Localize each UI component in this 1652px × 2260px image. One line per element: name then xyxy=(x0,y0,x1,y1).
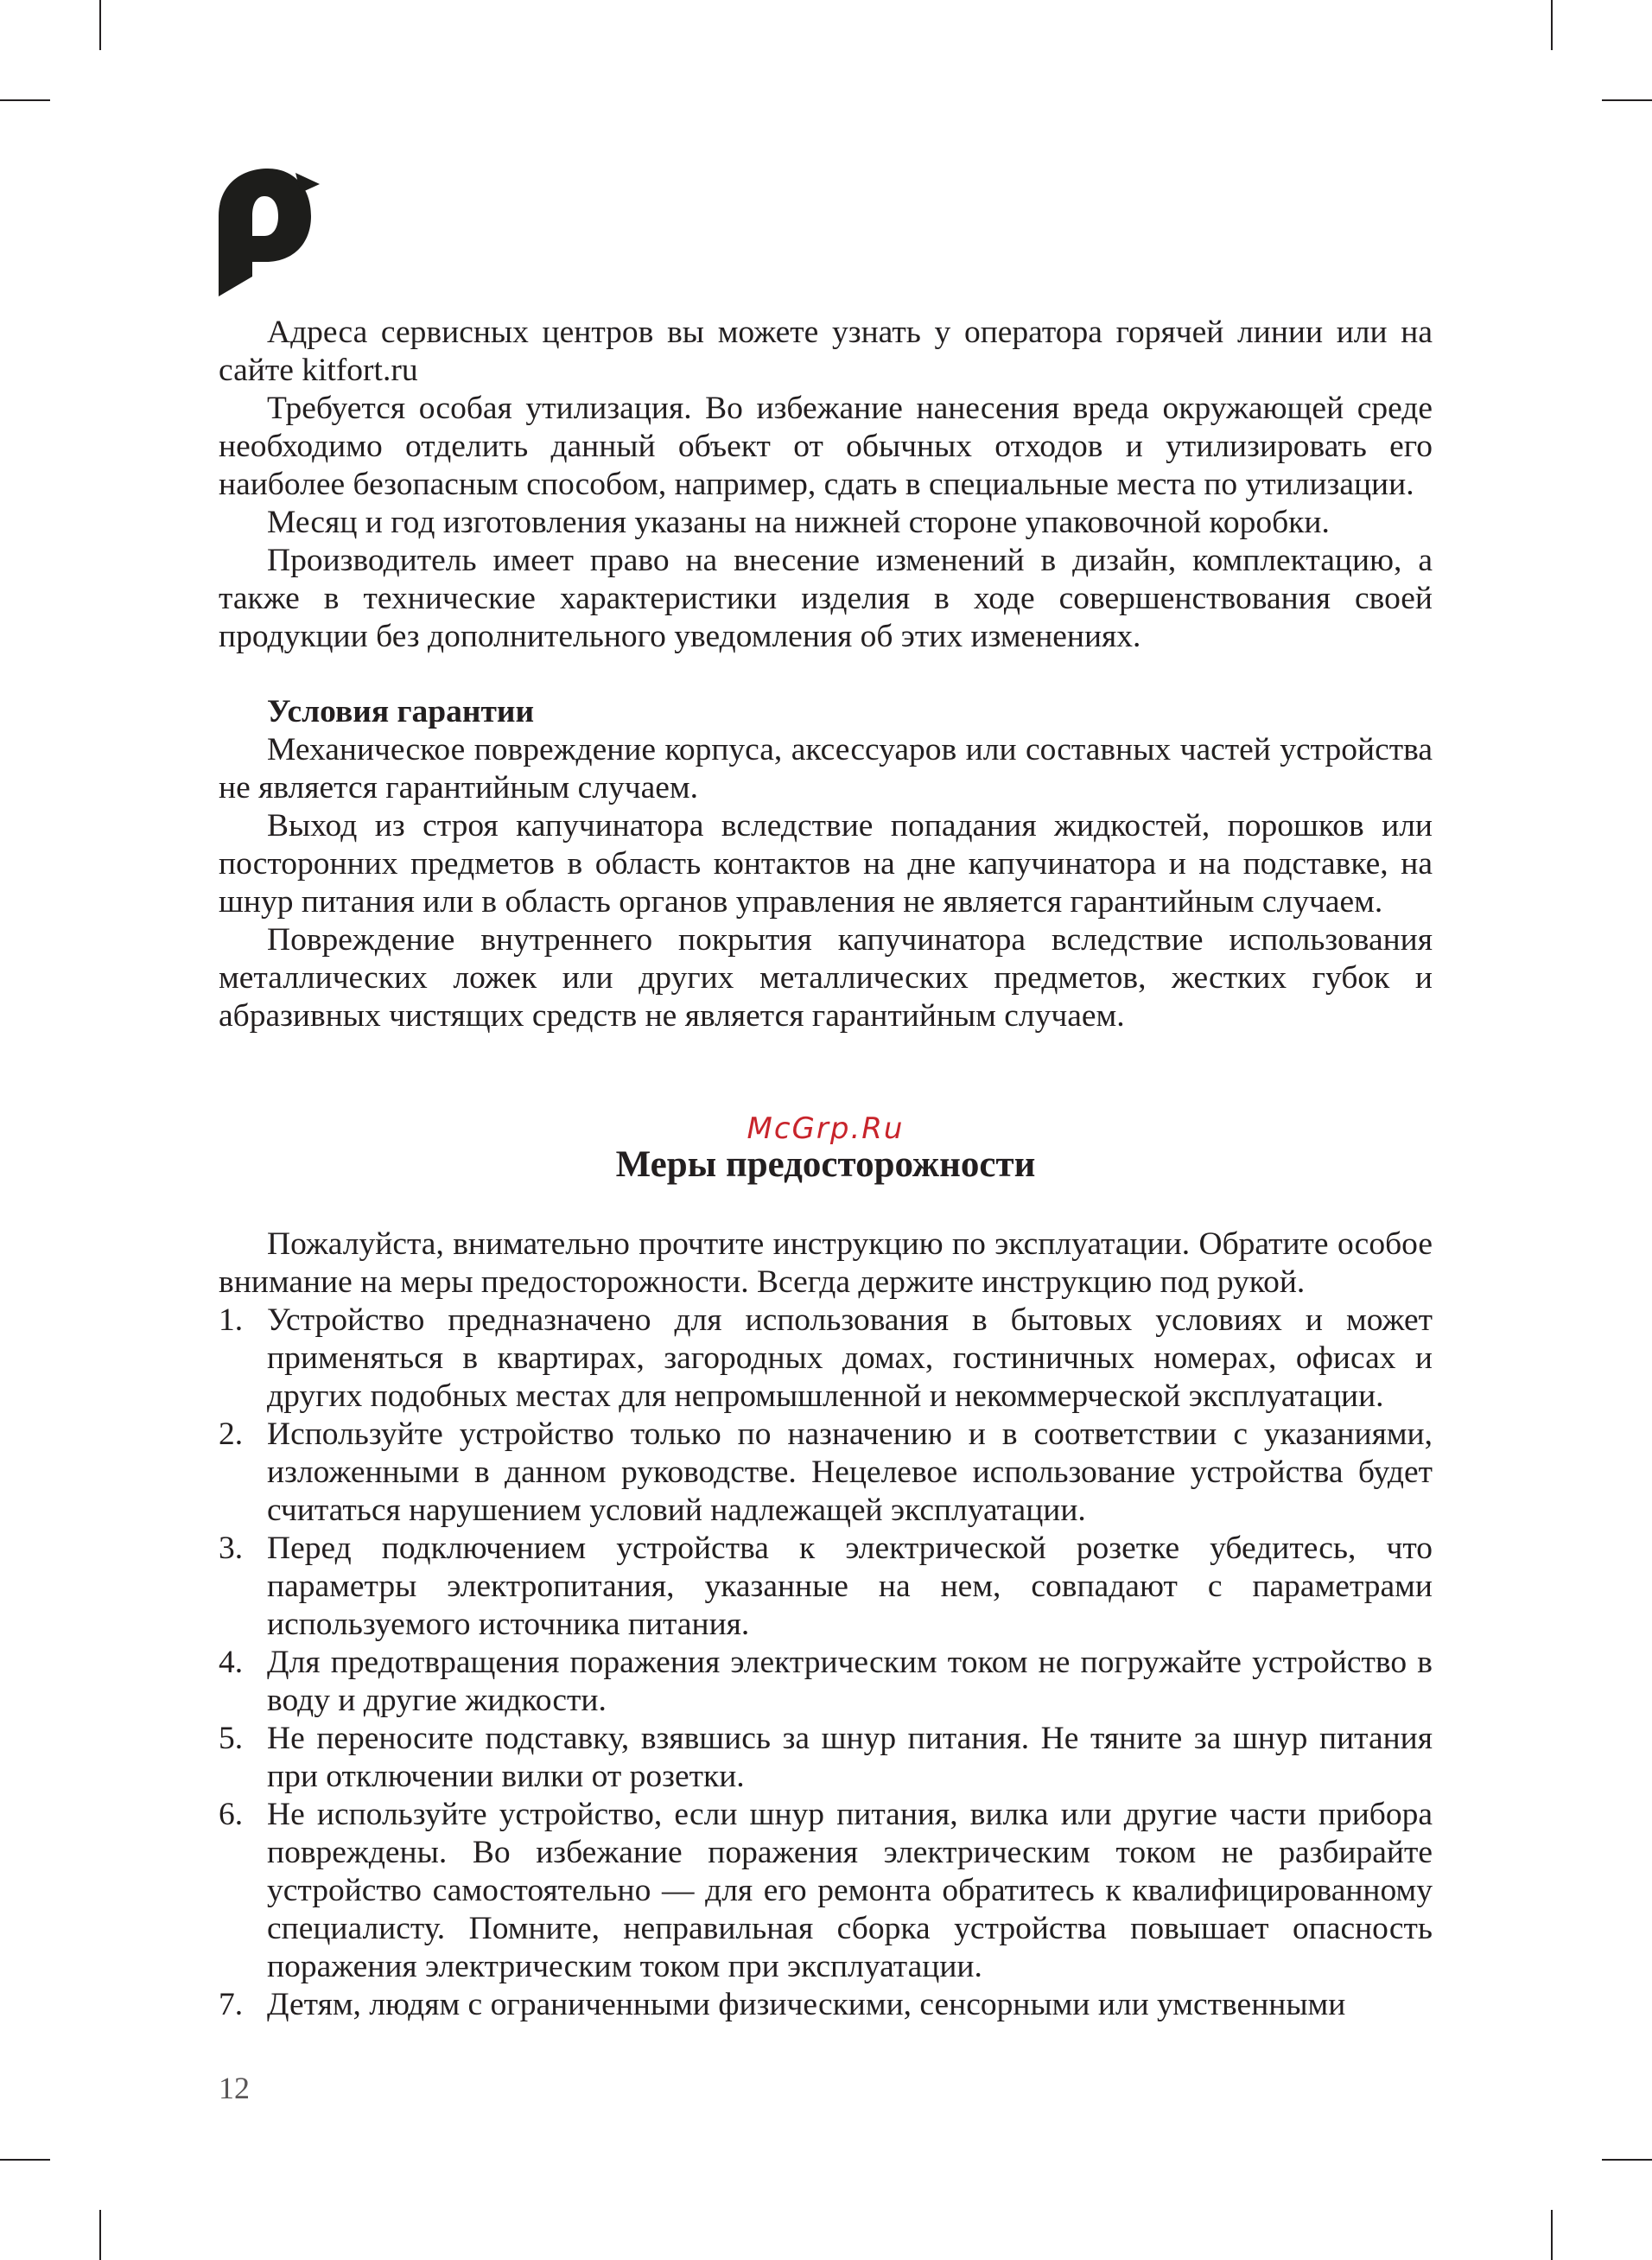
precautions-section xyxy=(219,1225,1433,2024)
list-item xyxy=(219,1416,1433,1530)
watermark-text: McGrp.Ru xyxy=(747,1111,905,1146)
paragraph: Месяц и год изготовления указаны на нижней стороне упаковочной коробки. xyxy=(267,505,1330,540)
paragraph: Выход из строя капучинатора вследствие попадания жидкостей, порошков или посторонних предметов в область контактов на дне капучинатора и на подставке, на шнур питания или в область органов управления не является гарантийным случаем. xyxy=(219,808,1433,920)
list-text: Используйте устройство только по назначению и в соответствии с указаниями, изложенными в данном руководстве. Нецелевое использование устройства будет считаться нарушением условий надлежащей эксплуатации. xyxy=(267,1416,1433,1528)
list-item xyxy=(219,1644,1433,1720)
list-number: 1. xyxy=(219,1302,244,1338)
list-number: 3. xyxy=(219,1531,244,1566)
list-text: Устройство предназначено для использования в бытовых условиях и может применяться в квартирах, загородных домах, гостиничных номерах, офисах и других подобных местах для непромышленной и некоммерческой эксплуатации. xyxy=(267,1302,1433,1414)
list-item xyxy=(219,1302,1433,1416)
list-text: Детям, людям с ограниченными физическими, сенсорными или умственными xyxy=(267,1987,1346,2022)
crop-mark-bottom-left xyxy=(99,2210,101,2260)
paragraph: Механическое повреждение корпуса, аксессуаров или составных частей устройства не является гарантийным случаем. xyxy=(219,732,1433,805)
crop-mark-bottom-right-h xyxy=(1602,2159,1652,2161)
warranty-section xyxy=(219,693,1433,1035)
crop-mark-top-left-h xyxy=(0,99,50,101)
warranty-title: Условия гарантии xyxy=(267,694,535,729)
crop-mark-top-right xyxy=(1551,0,1553,50)
list-text: Не переносите подставку, взявшись за шнур питания. Не тяните за шнур питания при отключении вилки от розетки. xyxy=(267,1721,1433,1794)
intro-section xyxy=(219,314,1433,656)
crop-mark-bottom-right xyxy=(1551,2210,1553,2260)
paragraph: Производитель имеет право на внесение изменений в дизайн, комплектацию, а также в технические характеристики изделия в ходе совершенствования своей продукции без дополнительного уведомления об этих изменениях. xyxy=(219,543,1433,654)
kitfort-logo xyxy=(216,169,320,298)
list-number: 7. xyxy=(219,1987,244,2022)
crop-mark-top-right-h xyxy=(1602,99,1652,101)
list-item xyxy=(219,1530,1433,1644)
crop-mark-bottom-left-h xyxy=(0,2159,50,2161)
list-number: 4. xyxy=(219,1645,244,1680)
precautions-intro: Пожалуйста, внимательно прочтите инструкцию по эксплуатации. Обратите особое внимание на меры предосторожности. Всегда держите инструкцию под рукой. xyxy=(219,1226,1433,1300)
list-text: Для предотвращения поражения электрическим током не погружайте устройство в воду и другие жидкости. xyxy=(267,1645,1433,1718)
paragraph: Повреждение внутреннего покрытия капучинатора вследствие использования металлических ложек или других металлических предметов, жестких губок и абразивных чистящих средств не является гарантийным случаем. xyxy=(219,922,1433,1034)
crop-mark-top-left xyxy=(99,0,101,50)
list-text: Перед подключением устройства к электрической розетке убедитесь, что параметры электропитания, указанные на нем, совпадают с параметрами используемого источника питания. xyxy=(267,1531,1433,1642)
list-number: 5. xyxy=(219,1721,244,1756)
precautions-list xyxy=(219,1302,1433,2024)
list-item xyxy=(219,1720,1433,1796)
list-text: Не используйте устройство, если шнур питания, вилка или другие части прибора повреждены. Во избежание поражения электрическим током не разбирайте устройство самостоятельно — для его ремонта обратитесь к квалифицированному специалисту. Помните, неправильная сборка устройства повышает опасность поражения электрическим током при эксплуатации. xyxy=(267,1797,1433,1984)
paragraph: Требуется особая утилизация. Во избежание нанесения вреда окружающей среде необходимо отделить данный объект от обычных отходов и утилизировать его наиболее безопасным способом, например, сдать в специальные места по утилизации. xyxy=(219,391,1433,502)
precautions-title: Меры предосторожности xyxy=(615,1144,1036,1185)
list-item xyxy=(219,1986,1433,2024)
list-number: 6. xyxy=(219,1797,244,1832)
list-item xyxy=(219,1796,1433,1986)
list-number: 2. xyxy=(219,1416,244,1452)
paragraph: Адреса сервисных центров вы можете узнать у оператора горячей линии или на сайте kitfort.ru xyxy=(219,315,1433,388)
page-number: 12 xyxy=(219,2071,250,2105)
